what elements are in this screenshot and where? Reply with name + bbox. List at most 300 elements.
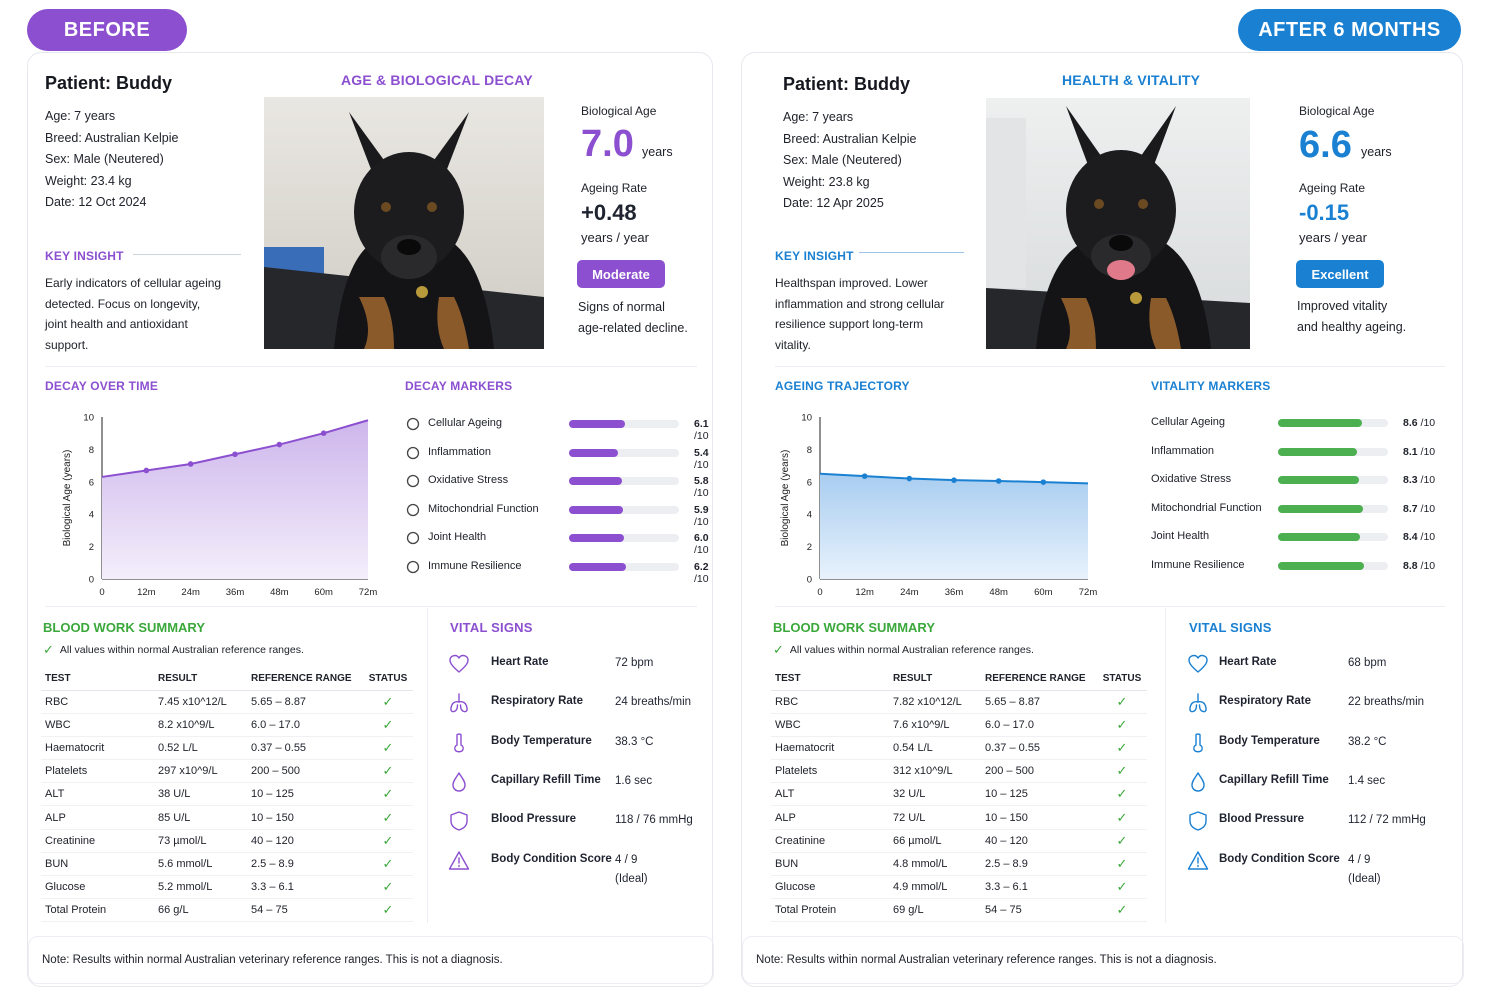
bloodwork-title: BLOOD WORK SUMMARY (43, 620, 206, 635)
markers-title: DECAY MARKERS (405, 379, 513, 393)
marker-bar-fill (1278, 533, 1360, 541)
footer-note-text: Note: Results within normal Australian veterinary reference ranges. This is not a diagnosis. (42, 954, 503, 966)
cell-result: 66 g/L (154, 899, 247, 922)
marker-suffix: /10 (1420, 531, 1436, 543)
cell-range: 6.0 – 17.0 (247, 713, 363, 736)
decay-markers (405, 415, 709, 585)
bio-age-unit: years (1361, 145, 1392, 159)
y-tick-label: 10 (801, 412, 812, 424)
vital-value (615, 693, 691, 712)
marker-suffix: /10 (1420, 445, 1436, 458)
insight-line: inflammation and strong cellular (775, 296, 945, 311)
marker-bar-track (1278, 419, 1388, 427)
table-row (41, 876, 413, 899)
cell-test: RBC (771, 690, 889, 713)
cell-test: ALP (41, 806, 154, 829)
marker-value (694, 475, 709, 499)
dog-photo (264, 97, 544, 349)
marker-suffix: /10 (694, 544, 709, 556)
insight-line: Healthspan improved. Lower (775, 276, 928, 290)
lungs-icon (1187, 692, 1209, 714)
marker-suffix: /10 (694, 487, 709, 499)
check-icon: ✓ (1116, 855, 1128, 871)
vital-label: Body Condition Score (1219, 852, 1340, 865)
x-tick-label: 24m (181, 587, 200, 598)
marker-score: 8.6 (1403, 417, 1418, 429)
cell-result: 0.52 L/L (154, 736, 247, 759)
before-badge: BEFORE (27, 9, 187, 51)
marker-label: Immune Resilience (428, 559, 522, 572)
vitals-title: VITAL SIGNS (1189, 620, 1272, 635)
check-icon: ✓ (382, 693, 394, 709)
table-row (41, 806, 413, 829)
vertical-divider (1165, 608, 1166, 923)
key-insight-label: KEY INSIGHT (45, 249, 124, 263)
warning-icon (1187, 850, 1209, 872)
table-row (41, 736, 413, 759)
info-age: Age: 7 years (45, 109, 116, 123)
cell-test: Haematocrit (771, 736, 889, 759)
check-icon: ✓ (1116, 902, 1128, 918)
cell-test: Creatinine (41, 829, 154, 852)
chart-title: DECAY OVER TIME (45, 379, 159, 393)
status-cell (1097, 760, 1147, 783)
cell-result: 7.6 x10^9/L (889, 713, 981, 736)
check-icon: ✓ (1116, 832, 1128, 848)
table-row (771, 876, 1147, 899)
decay-chart-svg (38, 401, 378, 601)
status-cell (363, 829, 413, 852)
y-tick-label: 2 (88, 542, 94, 554)
marker-score: 5.9 (694, 503, 709, 516)
section-divider (45, 366, 697, 367)
status-cell (363, 783, 413, 806)
vital-label: Body Temperature (1219, 734, 1320, 747)
marker-label: Oxidative Stress (428, 474, 509, 486)
marker-suffix: /10 (1420, 559, 1436, 572)
markers-title: VITALITY MARKERS (1151, 379, 1271, 393)
cell-test: Creatinine (771, 829, 889, 852)
cell-test: Platelets (771, 760, 889, 783)
check-icon: ✓ (382, 763, 394, 779)
cell-range: 5.65 – 8.87 (247, 690, 363, 713)
info-breed: Breed: Australian Kelpie (45, 130, 179, 145)
check-icon: ✓ (773, 642, 784, 657)
marker-bar-track (1278, 476, 1388, 484)
bio-age-value: 6.6 (1299, 124, 1352, 166)
thermometer-icon (448, 732, 470, 754)
marker-label: Oxidative Stress (1151, 473, 1232, 485)
marker-suffix: /10 (694, 430, 709, 442)
cell-range: 6.0 – 17.0 (981, 713, 1097, 736)
droplet-icon (448, 771, 470, 793)
marker-score: 8.7 (1403, 502, 1418, 515)
cell-range: 2.5 – 8.9 (247, 852, 363, 875)
marker-bar-track (1278, 562, 1388, 570)
y-tick-label: 8 (88, 444, 94, 456)
cell-range: 54 – 75 (247, 899, 363, 922)
status-cell (363, 713, 413, 736)
droplet-icon (405, 473, 421, 489)
table-row (41, 899, 413, 922)
patient-title: Patient: Buddy (45, 73, 173, 93)
insight-line: joint health and antioxidant (45, 317, 188, 331)
thermometer-icon (1187, 732, 1209, 754)
cell-result: 312 x10^9/L (889, 760, 981, 783)
marker-bar-fill (569, 449, 618, 457)
marker-score: 5.8 (694, 475, 709, 487)
cell-test: WBC (41, 713, 154, 736)
status-cell (1097, 829, 1147, 852)
vital-label: Heart Rate (491, 656, 549, 668)
marker-bar-track (569, 449, 679, 457)
info-weight: Weight: 23.4 kg (45, 173, 132, 188)
vital-value (615, 851, 648, 889)
vital-value (615, 811, 693, 830)
marker-score: 6.0 (694, 532, 709, 544)
status-cell (363, 899, 413, 922)
ageing-trajectory-chart (768, 401, 1108, 601)
check-icon: ✓ (1116, 786, 1128, 802)
key-insight-text (775, 273, 944, 355)
marker-bar-fill (569, 534, 624, 542)
table-row (771, 736, 1147, 759)
status-desc-line: and healthy ageing. (1297, 320, 1407, 334)
y-tick-label: 0 (806, 574, 812, 586)
status-description (578, 297, 688, 339)
cell-test: BUN (41, 852, 154, 875)
x-tick-label: 0 (99, 587, 105, 598)
table-row (771, 806, 1147, 829)
cell-test: ALP (771, 806, 889, 829)
data-point (1041, 479, 1047, 485)
marker-value (694, 447, 709, 471)
marker-row (405, 558, 709, 585)
header-title: AGE & BIOLOGICAL DECAY (341, 72, 533, 88)
x-tick-label: 12m (137, 587, 156, 598)
vital-value (615, 654, 653, 673)
marker-bar-track (569, 477, 679, 485)
marker-bar-fill (569, 506, 623, 514)
status-badge: Excellent (1296, 260, 1384, 288)
status-badge: Moderate (577, 260, 665, 288)
cell-result: 5.6 mmol/L (154, 852, 247, 875)
key-insight-text (45, 273, 221, 355)
bloodwork-table (771, 668, 1147, 922)
insight-line: resilience support long-term (775, 317, 924, 331)
cell-test: ALT (771, 783, 889, 806)
info-sex: Sex: Male (Neutered) (45, 152, 164, 166)
vital-value-note: (Ideal) (615, 872, 648, 885)
status-description (1297, 296, 1406, 338)
x-tick-label: 72m (1078, 587, 1098, 598)
marker-bar-track (1278, 448, 1388, 456)
cell-range: 40 – 120 (981, 829, 1097, 852)
cell-range: 10 – 150 (981, 806, 1097, 829)
table-row (41, 713, 413, 736)
data-point (907, 476, 913, 482)
cell-test: Glucose (41, 876, 154, 899)
cell-range: 3.3 – 6.1 (247, 876, 363, 899)
check-icon: ✓ (1116, 879, 1128, 895)
bloodwork-note-text: All values within normal Australian reference ranges. (59, 644, 304, 656)
marker-bar-track (569, 563, 679, 571)
col-test: TEST (771, 668, 889, 690)
cell-range: 10 – 125 (247, 783, 363, 806)
marker-score: 5.4 (694, 446, 709, 459)
cell-test: Total Protein (41, 899, 154, 922)
cell-test: BUN (771, 852, 889, 875)
area-fill (102, 420, 368, 579)
vital-value (1348, 693, 1424, 712)
cell-range: 10 – 125 (981, 783, 1097, 806)
vital-signs (448, 656, 708, 936)
col-range: REFERENCE RANGE (247, 668, 363, 690)
cell-test: Platelets (41, 760, 154, 783)
table-row (41, 760, 413, 783)
marker-bar-fill (569, 477, 622, 485)
cell-range: 2.5 – 8.9 (981, 852, 1097, 875)
marker-label: Joint Health (1151, 530, 1210, 542)
table-row (771, 783, 1147, 806)
vital-value-line: 118 / 76 mmHg (615, 814, 693, 827)
marker-bar-track (569, 506, 679, 514)
col-result: RESULT (889, 668, 981, 690)
check-icon: ✓ (1116, 763, 1128, 779)
table-row (771, 760, 1147, 783)
cell-result: 0.54 L/L (889, 736, 981, 759)
cell-icon (405, 416, 421, 432)
cell-result: 72 U/L (889, 806, 981, 829)
marker-value (694, 418, 709, 442)
marker-bar-track (569, 420, 679, 428)
vital-value (1348, 654, 1386, 673)
bio-age-unit: years (642, 145, 673, 159)
vital-label: Blood Pressure (491, 813, 576, 826)
footer-note (742, 936, 1464, 984)
heart-icon (1187, 653, 1209, 675)
marker-label: Mitochondrial Function (428, 502, 539, 515)
table-row (41, 783, 413, 806)
status-cell (363, 760, 413, 783)
bio-age-label: Biological Age (581, 104, 657, 118)
bio-age-value: 7.0 (581, 123, 634, 165)
vertical-divider (427, 608, 428, 923)
vital-label: Capillary Refill Time (491, 773, 601, 786)
marker-suffix: /10 (1420, 502, 1436, 515)
marker-score: 6.2 (694, 560, 709, 573)
cell-result: 32 U/L (889, 783, 981, 806)
vitals-title: VITAL SIGNS (450, 620, 533, 635)
cell-range: 0.37 – 0.55 (247, 736, 363, 759)
marker-row (405, 529, 709, 556)
info-breed: Breed: Australian Kelpie (783, 131, 917, 146)
table-row (771, 852, 1147, 875)
decay-chart (38, 401, 378, 601)
cell-range: 54 – 75 (981, 899, 1097, 922)
cell-range: 0.37 – 0.55 (981, 736, 1097, 759)
marker-label: Inflammation (428, 445, 491, 458)
status-cell (1097, 876, 1147, 899)
bloodwork-note-text: All values within normal Australian reference ranges. (789, 644, 1034, 656)
marker-score: 8.3 (1403, 474, 1418, 486)
marker-row (1151, 500, 1451, 518)
marker-label: Joint Health (428, 531, 487, 543)
table-row (771, 713, 1147, 736)
vital-value-line: 4 / 9 (1348, 853, 1371, 866)
marker-value (1403, 446, 1435, 458)
marker-label: Inflammation (1151, 444, 1214, 457)
cell-range: 200 – 500 (247, 760, 363, 783)
cell-range: 200 – 500 (981, 760, 1097, 783)
section-divider (775, 606, 1445, 607)
col-range: REFERENCE RANGE (981, 668, 1097, 690)
vital-label: Capillary Refill Time (1219, 773, 1329, 786)
status-cell (1097, 713, 1147, 736)
flame-icon (405, 445, 421, 461)
check-icon: ✓ (382, 832, 394, 848)
marker-suffix: /10 (1420, 417, 1436, 429)
dog-photo (986, 98, 1250, 349)
marker-row (1151, 557, 1451, 575)
cell-range: 3.3 – 6.1 (981, 876, 1097, 899)
check-icon: ✓ (382, 809, 394, 825)
footer-note-text: Note: Results within normal Australian veterinary reference ranges. This is not a diagnosis. (756, 954, 1217, 966)
after-badge: AFTER 6 MONTHS (1238, 9, 1461, 51)
col-status: STATUS (363, 668, 413, 690)
status-cell (1097, 736, 1147, 759)
ageing-rate-label: Ageing Rate (581, 181, 648, 195)
cell-result: 7.45 x10^12/L (154, 690, 247, 713)
marker-value (1403, 474, 1435, 486)
marker-label: Immune Resilience (1151, 558, 1245, 571)
vital-value-line: 38.2 °C (1348, 735, 1387, 748)
check-icon: ✓ (382, 855, 394, 871)
x-tick-label: 24m (900, 587, 919, 598)
vital-value (1348, 733, 1386, 752)
ageing-trajectory-chart-svg (768, 401, 1108, 601)
marker-bar-track (569, 534, 679, 542)
marker-label: Cellular Ageing (1151, 416, 1225, 428)
patient-title: Patient: Buddy (783, 74, 911, 94)
shield-icon (448, 810, 470, 832)
section-divider (45, 606, 697, 607)
vital-value-note: (Ideal) (1348, 872, 1381, 885)
data-point (996, 478, 1002, 484)
x-tick-label: 48m (989, 587, 1008, 598)
key-insight-divider (133, 254, 241, 255)
marker-bar-fill (1278, 562, 1364, 570)
data-point (951, 477, 957, 483)
status-cell (363, 806, 413, 829)
ageing-rate-value: -0.15 (1299, 200, 1350, 225)
vital-value (1348, 811, 1426, 830)
status-desc-line: Improved vitality (1297, 299, 1388, 313)
y-tick-label: 4 (88, 509, 94, 521)
marker-row (1151, 471, 1451, 489)
area-fill (820, 474, 1088, 579)
marker-bar-fill (569, 563, 626, 571)
y-tick-label: 4 (806, 509, 812, 521)
x-tick-label: 36m (225, 587, 245, 598)
info-sex: Sex: Male (Neutered) (783, 153, 902, 167)
marker-row (405, 444, 709, 471)
lungs-icon (448, 692, 470, 714)
ageing-rate-value: +0.48 (581, 200, 637, 225)
check-icon: ✓ (382, 786, 394, 802)
cell-result: 66 µmol/L (889, 829, 981, 852)
vital-signs (1187, 656, 1457, 936)
cell-test: Glucose (771, 876, 889, 899)
check-icon: ✓ (1116, 693, 1128, 709)
patient-info (45, 106, 178, 214)
cell-result: 5.2 mmol/L (154, 876, 247, 899)
marker-suffix: /10 (694, 515, 709, 528)
after-panel (741, 52, 1463, 987)
joint-icon (405, 530, 421, 546)
cell-range: 10 – 150 (247, 806, 363, 829)
vital-value (1348, 851, 1381, 889)
data-point (232, 451, 238, 457)
check-icon: ✓ (382, 879, 394, 895)
marker-score: 6.1 (694, 418, 709, 430)
marker-value (1403, 417, 1435, 429)
cell-result: 85 U/L (154, 806, 247, 829)
insight-line: vitality. (775, 337, 811, 352)
bloodwork-note (43, 642, 304, 658)
marker-suffix: /10 (1420, 474, 1436, 486)
before-panel (27, 52, 713, 987)
shield-icon (1187, 810, 1209, 832)
shield-icon (405, 559, 421, 575)
cell-result: 8.2 x10^9/L (154, 713, 247, 736)
marker-suffix: /10 (694, 458, 709, 471)
marker-label: Cellular Ageing (428, 417, 502, 429)
x-tick-label: 60m (314, 587, 333, 598)
marker-value (694, 504, 709, 528)
bloodwork-title: BLOOD WORK SUMMARY (773, 620, 936, 635)
info-weight: Weight: 23.8 kg (783, 174, 870, 189)
cell-result: 4.9 mmol/L (889, 876, 981, 899)
y-tick-label: 6 (88, 477, 94, 489)
marker-value (694, 532, 709, 556)
vital-value-line: 68 bpm (1348, 657, 1387, 669)
y-axis-label: Biological Age (years) (62, 449, 73, 547)
marker-bar-fill (1278, 505, 1363, 513)
cell-result: 297 x10^9/L (154, 760, 247, 783)
status-cell (1097, 899, 1147, 922)
ageing-rate-label: Ageing Rate (1299, 181, 1366, 195)
droplet-icon (1187, 771, 1209, 793)
key-insight-divider (859, 252, 964, 253)
marker-bar-fill (1278, 448, 1357, 456)
vital-value (615, 733, 653, 752)
mitochondria-icon (405, 502, 421, 518)
vital-label: Body Temperature (491, 734, 592, 747)
status-cell (1097, 690, 1147, 713)
insight-line: detected. Focus on longevity, (45, 296, 201, 311)
vital-label: Heart Rate (1219, 656, 1277, 668)
insight-line: Early indicators of cellular ageing (45, 276, 222, 290)
col-test: TEST (41, 668, 154, 690)
x-tick-label: 0 (817, 587, 823, 598)
marker-bar-fill (1278, 419, 1362, 427)
table-row (771, 899, 1147, 922)
marker-score: 8.4 (1403, 531, 1418, 543)
bio-age-label: Biological Age (1299, 104, 1375, 118)
vital-value-line: 38.3 °C (615, 735, 654, 748)
data-point (321, 430, 327, 436)
